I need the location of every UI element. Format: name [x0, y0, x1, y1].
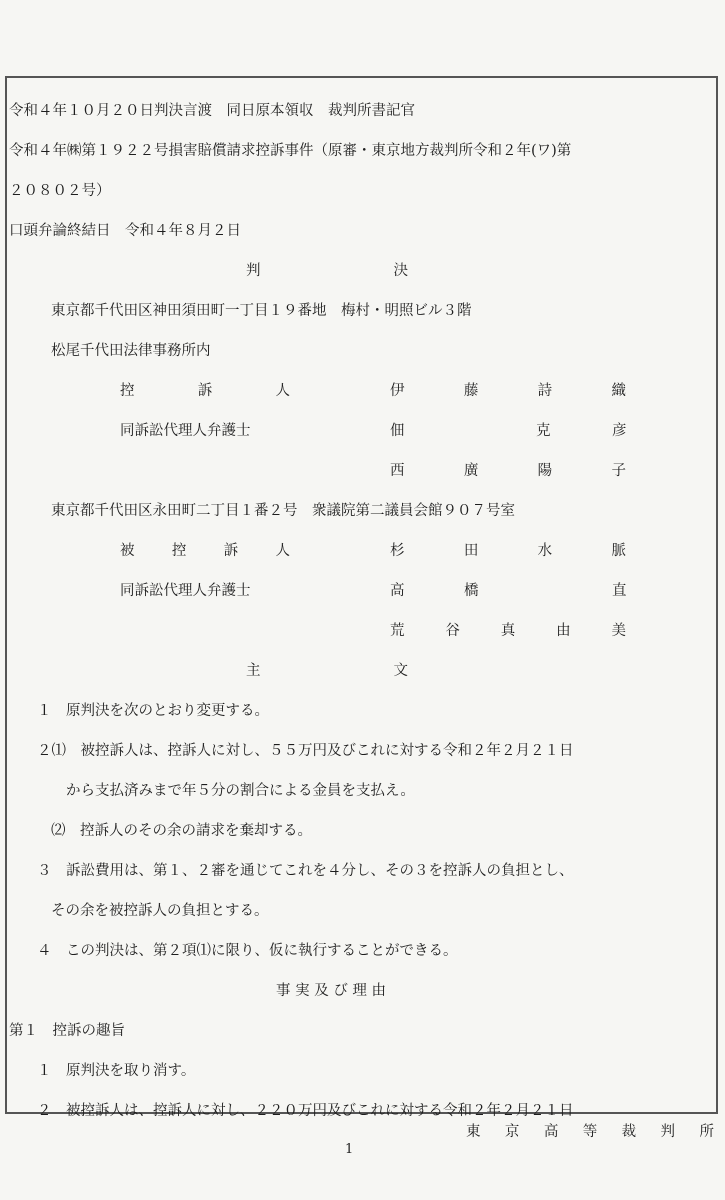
name-char: 荒 [390, 623, 405, 639]
main-text-item-2-1: ２⑴ 被控訴人は、控訴人に対し、５５万円及びこれに対する令和２年２月２１日 [37, 743, 574, 759]
judgment-heading-char: 判 [246, 263, 261, 279]
name-char: 廣 [463, 463, 479, 479]
appellant-name [390, 381, 626, 401]
section1-title: 第１ 控訴の趣旨 [9, 1023, 125, 1039]
role-char: 訴 [197, 383, 213, 399]
appellant-attorney1-given: 彦 [612, 423, 627, 439]
name-char: 水 [537, 543, 553, 559]
name-char: 脈 [611, 543, 626, 559]
appellant-attorney2 [390, 461, 626, 481]
role-char: 訴 [223, 543, 239, 559]
court-name-char: 所 [699, 1124, 714, 1140]
name-char: 美 [611, 623, 626, 639]
role-char: 人 [275, 543, 290, 559]
name-char: 伊 [390, 383, 405, 399]
main-text-item-1: １ 原判決を次のとおり変更する。 [37, 703, 269, 719]
main-text-heading-char: 主 [246, 663, 261, 679]
header-line-case-number: 令和４年㈱第１９２２号損害賠償請求控訴事件（原審・東京地方裁判所令和２年(ワ)第 [9, 143, 572, 159]
role-char: 被 [120, 543, 135, 559]
name-char: 田 [463, 543, 479, 559]
section1-item-1: １ 原判決を取り消す。 [37, 1063, 196, 1079]
appellant-attorney1-given: 克 [536, 423, 551, 439]
name-char: 由 [556, 623, 571, 639]
appellant-address: 東京都千代田区神田須田町一丁目１９番地 梅村・明照ビル３階 [51, 303, 472, 319]
court-name-char: 判 [660, 1124, 676, 1140]
main-text-item-2-2: ⑵ 控訴人のその余の請求を棄却する。 [51, 823, 312, 839]
appellee-name [390, 541, 626, 561]
name-char: 真 [500, 623, 516, 639]
appellant-attorney-role: 同訴訟代理人弁護士 [120, 423, 251, 439]
main-text-item-4: ４ この判決は、第２項⑴に限り、仮に執行することができる。 [37, 943, 458, 959]
court-name-char: 裁 [621, 1124, 637, 1140]
name-char: 子 [611, 463, 626, 479]
court-name-char: 京 [504, 1124, 520, 1140]
court-name-char: 東 [466, 1124, 481, 1140]
name-char: 谷 [445, 623, 460, 639]
role-char: 控 [171, 543, 187, 559]
appellant-address-office: 松尾千代田法律事務所内 [51, 343, 211, 359]
name-char: 藤 [463, 383, 479, 399]
role-char: 控 [120, 383, 135, 399]
court-name [466, 1122, 714, 1142]
page-number: 1 [345, 1142, 354, 1157]
name-char: 西 [390, 463, 405, 479]
header-line-verdict-date: 令和４年１０月２０日判決言渡 同日原本領収 裁判所書記官 [9, 103, 415, 119]
court-name-char: 等 [582, 1124, 598, 1140]
appellee-role [120, 541, 290, 561]
main-text-heading [246, 661, 408, 681]
appellee-attorney-role: 同訴訟代理人弁護士 [120, 583, 251, 599]
main-text-item-3: ３ 訴訟費用は、第１、２審を通じてこれを４分し、その３を控訴人の負担とし、 [37, 863, 574, 879]
name-char: 織 [611, 383, 626, 399]
header-line-hearing-end: 口頭弁論終結日 令和４年８月２日 [9, 223, 241, 239]
appellee-attorney1-given: 直 [612, 583, 627, 599]
appellant-role [120, 381, 290, 401]
name-char: 陽 [537, 463, 553, 479]
role-char: 人 [275, 383, 290, 399]
facts-heading: 事 実 及 び 理 由 [276, 983, 387, 999]
court-name-char: 高 [543, 1124, 559, 1140]
main-text-heading-char: 文 [393, 663, 408, 679]
appellant-attorney1-family: 佃 [390, 423, 405, 439]
judgment-heading [246, 261, 408, 281]
appellee-address: 東京都千代田区永田町二丁目１番２号 衆議院第二議員会館９０７号室 [51, 503, 515, 519]
appellee-attorney1-family: 高 [390, 583, 405, 599]
header-line-case-number-cont: ２０８０２号） [9, 183, 111, 199]
name-char: 杉 [390, 543, 405, 559]
main-text-item-3-cont: その余を被控訴人の負担とする。 [51, 903, 269, 919]
appellee-attorney1-family: 橋 [464, 583, 479, 599]
appellee-attorney2 [390, 621, 626, 641]
section1-item-2: ２ 被控訴人は、控訴人に対し、２２０万円及びこれに対する令和２年２月２１日 [37, 1103, 574, 1119]
main-text-item-2-1-cont: から支払済みまで年５分の割合による金員を支払え。 [66, 783, 415, 799]
name-char: 詩 [537, 383, 553, 399]
judgment-heading-char: 決 [393, 263, 408, 279]
